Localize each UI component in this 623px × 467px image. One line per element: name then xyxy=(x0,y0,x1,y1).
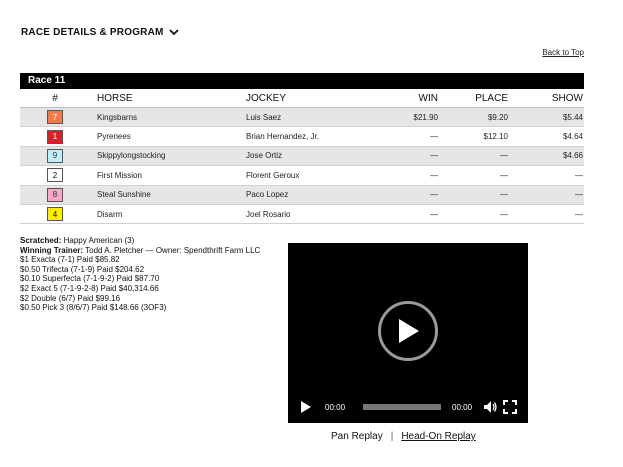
post-number-badge: 8 xyxy=(47,188,63,202)
race-results-summary xyxy=(20,236,280,313)
scratched-line xyxy=(20,236,280,246)
post-number-badge: 9 xyxy=(47,149,63,163)
back-to-top-link[interactable]: Back to Top xyxy=(542,48,584,57)
big-play-button[interactable] xyxy=(378,301,438,361)
col-win-header: WIN xyxy=(418,92,438,104)
payout-line: $0.50 Trifecta (7-1-9) Paid $204.62 xyxy=(20,264,145,274)
section-title: RACE DETAILS & PROGRAM xyxy=(21,26,164,38)
jockey-name: Luis Saez xyxy=(246,112,282,122)
col-show-header: SHOW xyxy=(551,92,583,104)
place-payout: — xyxy=(500,170,508,180)
race-results-table xyxy=(20,73,584,224)
payout-line: $0.10 Superfecta (7-1-9-2) Paid $87.70 xyxy=(20,274,160,284)
post-number-badge: 1 xyxy=(47,130,63,144)
replay-links xyxy=(331,431,476,442)
current-time: 00:00 xyxy=(325,402,346,412)
video-controls xyxy=(300,400,520,414)
jockey-name: Paco Lopez xyxy=(246,190,289,200)
show-payout: $5.44 xyxy=(562,112,583,122)
race-details-toggle[interactable] xyxy=(21,26,180,38)
post-number-badge: 4 xyxy=(47,207,63,221)
place-payout: $9.20 xyxy=(487,112,508,122)
win-payout: — xyxy=(430,190,438,200)
table-row xyxy=(20,186,584,205)
horse-name: Pyrenees xyxy=(97,132,131,142)
duration: 00:00 xyxy=(452,402,473,412)
trainer-line xyxy=(20,246,280,256)
fullscreen-icon[interactable] xyxy=(503,400,517,414)
scratched-label: Scratched: xyxy=(20,236,62,245)
jockey-name: Florent Geroux xyxy=(246,170,300,180)
payout-line: $0.50 Pick 3 (8/6/7) Paid $148.66 (3OF3) xyxy=(20,303,167,313)
jockey-name: Brian Hernandez, Jr. xyxy=(246,132,319,142)
show-payout: — xyxy=(575,170,583,180)
win-payout: — xyxy=(430,151,438,161)
horse-name: First Mission xyxy=(97,170,142,180)
replay-separator: | xyxy=(390,431,394,442)
jockey-name: Jose Ortiz xyxy=(246,151,283,161)
table-row xyxy=(20,108,584,127)
payout-line: $1 Exacta (7-1) Paid $85.82 xyxy=(20,255,120,265)
col-place-header: PLACE xyxy=(475,92,508,104)
horse-name: Kingsbarns xyxy=(97,112,138,122)
trainer-label: Winning Trainer: xyxy=(20,245,84,255)
jockey-name: Joel Rosario xyxy=(246,209,291,219)
win-payout: — xyxy=(430,209,438,219)
pan-replay-link[interactable]: Pan Replay xyxy=(331,431,383,442)
replay-video-player[interactable] xyxy=(288,243,528,423)
table-row xyxy=(20,147,584,166)
place-payout: — xyxy=(500,190,508,200)
win-payout: $21.90 xyxy=(413,112,438,122)
table-row xyxy=(20,166,584,185)
table-header xyxy=(20,89,584,108)
horse-name: Skippylongstocking xyxy=(97,151,166,161)
post-number-badge: 2 xyxy=(47,168,63,182)
payout-line: $2 Exact 5 (7-1-9-2-8) Paid $40,314.66 xyxy=(20,283,159,293)
col-num-header: # xyxy=(52,92,58,104)
play-icon xyxy=(395,317,421,345)
horse-name: Steal Sunshine xyxy=(97,190,151,200)
volume-icon[interactable] xyxy=(483,400,497,414)
table-row xyxy=(20,127,584,146)
win-payout: — xyxy=(430,170,438,180)
race-title: Race 11 xyxy=(20,73,584,89)
head-on-replay-link[interactable]: Head-On Replay xyxy=(401,431,476,442)
horse-name: Disarm xyxy=(97,209,123,219)
win-payout: — xyxy=(430,132,438,142)
chevron-down-icon xyxy=(168,26,180,38)
trainer-value: Todd A. Pletcher — Owner: Spendthrift Farm LLC xyxy=(85,245,261,255)
col-jockey-header: JOCKEY xyxy=(246,92,287,104)
show-payout: — xyxy=(575,190,583,200)
place-payout: — xyxy=(500,151,508,161)
table-row xyxy=(20,205,584,224)
scratched-value: Happy American (3) xyxy=(63,236,135,245)
payout-line: $2 Double (6/7) Paid $99.16 xyxy=(20,293,121,303)
place-payout: — xyxy=(500,209,508,219)
play-icon[interactable] xyxy=(300,401,312,413)
show-payout: — xyxy=(575,209,583,219)
col-horse-header: HORSE xyxy=(97,92,133,104)
place-payout: $12.10 xyxy=(483,132,508,142)
show-payout: $4.64 xyxy=(562,132,583,142)
progress-bar[interactable] xyxy=(363,404,441,410)
post-number-badge: 7 xyxy=(47,110,63,124)
show-payout: $4.66 xyxy=(562,151,583,161)
